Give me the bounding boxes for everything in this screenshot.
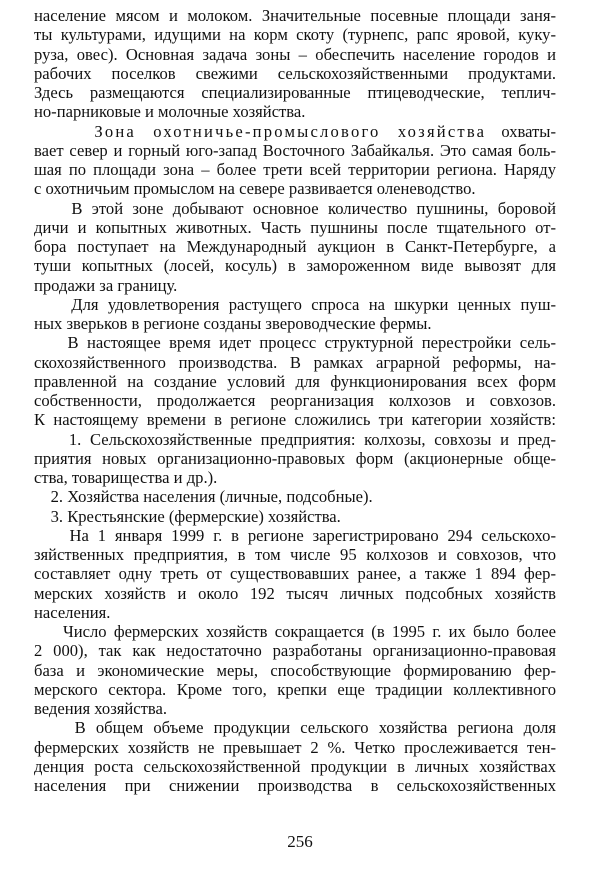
paragraph-7: [34, 622, 556, 718]
text-line: база и экономические меры, способствующие формированию фер-: [34, 660, 556, 680]
text-fragment: Для удовлетворения растущего спроса на шкурки ценных пуш-: [71, 294, 556, 314]
text-line: [34, 333, 556, 352]
text-line: фермерских хозяйств не превышает 2 %. Четко прослеживается тен-: [34, 737, 556, 757]
text-line: 2 000), так как недостаточно разработаны организационно-правовая: [34, 641, 556, 661]
text-line: зяйственных предприятия, в том числе 95 колхозов и совхозов, что: [34, 545, 556, 564]
text-line: продажи за границу.: [34, 275, 178, 295]
list-item-3: [34, 507, 556, 526]
text-line: [34, 622, 556, 641]
text-line: [34, 487, 556, 506]
text-fragment: В общем объеме продукции сельского хозяйства региона доля: [74, 718, 556, 738]
text-line: [34, 430, 556, 449]
paragraph-5: [34, 333, 556, 429]
text-fragment: В настоящее время идет процесс структурной перестройки сель-: [67, 333, 556, 353]
text-line: [34, 718, 556, 737]
text-line: [34, 507, 556, 526]
text-line: Здесь размещаются специализированные птицеводческие, теплич-: [34, 83, 556, 102]
paragraph-4: [34, 295, 556, 334]
text-line: шая по площади зона – более трети всей территории региона. Наряду: [34, 160, 556, 179]
text-line: ных зверьков в регионе созданы звероводческие фермы.: [34, 314, 432, 333]
text-line: К настоящему времени в регионе сложились три категории хозяйств:: [34, 410, 556, 430]
text-line: денция роста сельскохозяйственной продукции в личных хозяйствах: [34, 756, 556, 776]
list-item-1: [34, 430, 556, 488]
text-line: население мясом и молоком. Значительные посевные площади заня-: [34, 6, 556, 25]
list-item-2: [34, 487, 556, 506]
text-fragment: 1. Сельскохозяйственные предприятия: колхозы, совхозы и пред-: [68, 429, 556, 449]
text-line: ства, товарищества и др.).: [34, 468, 218, 487]
page-text: [34, 6, 556, 795]
text-line: но-парниковые и молочные хозяйства.: [34, 102, 306, 122]
text-fragment: На 1 января 1999 г. в регионе зарегистрировано 294 сельскохо-: [69, 525, 556, 545]
text-line: с охотничьим промыслом на севере развивается оленеводство.: [34, 179, 476, 199]
text-line: правленной на создание условий для функционирования всех форм: [34, 371, 556, 391]
text-line: рабочих поселков свежими сельскохозяйственными продуктами.: [34, 63, 556, 83]
paragraph-1: [34, 6, 556, 122]
paragraph-8: [34, 718, 556, 795]
text-fragment: охваты-: [486, 121, 556, 141]
text-line: туши копытных (лосей, косуль) в замороженном виде вывозят для: [34, 256, 556, 276]
page-number: 256: [287, 832, 313, 851]
text-line: вает север и горный юго-запад Восточного Забайкалья. Это самая боль-: [34, 140, 556, 160]
text-fragment: Число фермерских хозяйств сокращается (в 1995 г. их было более: [62, 622, 556, 641]
text-fragment: 3. Крестьянские (фермерские) хозяйства.: [50, 506, 341, 526]
paragraph-3: [34, 199, 556, 295]
text-line: руза, овес). Основная задача зоны – обеспечить население городов и: [34, 44, 556, 64]
text-line: [34, 199, 556, 218]
spaced-zone-title: Зона охотничье-промыслового хозяйства: [94, 121, 487, 141]
text-line: собственности, продолжается реорганизация колхозов и совхозов.: [34, 391, 556, 410]
text-line: [34, 526, 556, 545]
text-line: ты культурами, идущими на корм скоту (турнепс, рапс яровой, куку-: [34, 25, 556, 45]
text-line: составляет одну треть от существовавших ранее, а также 1 894 фер-: [34, 564, 556, 584]
text-line: бора поступает на Международный аукцион в Санкт-Петербурге, а: [34, 237, 556, 256]
text-line: [34, 122, 556, 141]
text-line: приятия новых организационно-правовых форм (акционерные обще-: [34, 448, 556, 468]
text-fragment: 2. Хозяйства населения (личные, подсобные).: [50, 487, 373, 507]
text-line: [34, 295, 556, 314]
paragraph-2: [34, 122, 556, 199]
text-line: мерских хозяйств и около 192 тысяч личных подсобных хозяйств: [34, 583, 556, 603]
text-line: скохозяйственного производства. В рамках аграрной реформы, на-: [34, 352, 556, 372]
text-line: населения при снижении производства в сельскохозяйственных: [34, 776, 556, 795]
text-line: дичи и копытных животных. Часть пушнины после тщательного от-: [34, 217, 556, 237]
text-line: населения.: [34, 602, 111, 622]
text-fragment: В этой зоне добывают основное количество пушнины, боровой: [71, 198, 556, 218]
text-line: ведения хозяйства.: [34, 699, 168, 718]
paragraph-6: [34, 526, 556, 622]
text-line: мерского сектора. Кроме того, крепки еще традиции коллективного: [34, 679, 556, 699]
